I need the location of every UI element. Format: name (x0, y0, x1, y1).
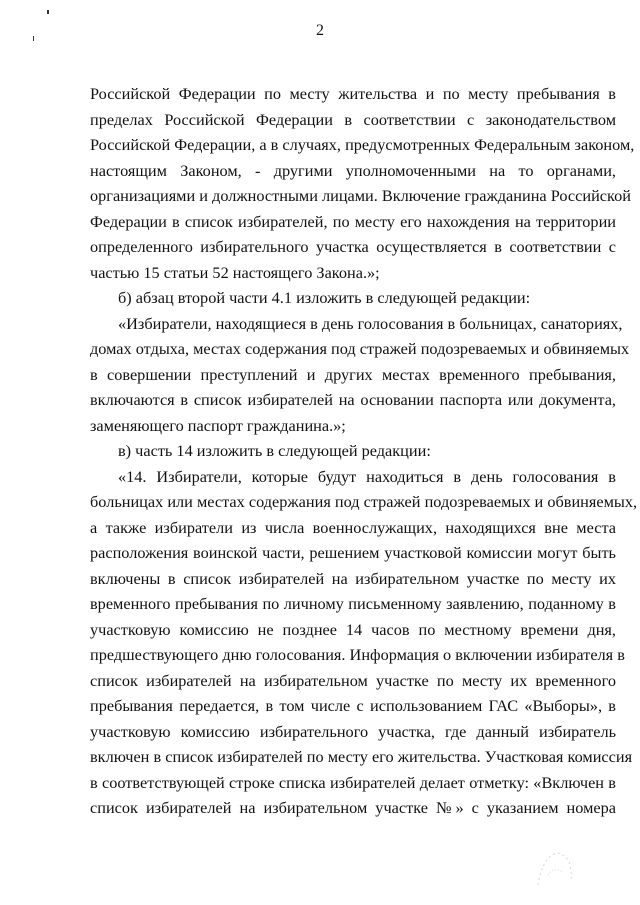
text-line: участковую комиссию избирательного участка, где данный избиратель (90, 721, 616, 741)
text-line: заменяющего паспорт гражданина.»; (90, 415, 346, 435)
text-line: предшествующего дню голосования. Информация о включении избирателя в (90, 645, 625, 664)
scan-speck (47, 10, 49, 14)
text-line: Российской Федерации по месту жительства и по месту пребывания в (90, 84, 616, 103)
text-line: организациями и должностными лицами. Включение гражданина Российской (90, 186, 631, 205)
page-number: 2 (316, 22, 324, 39)
text-line: Федерации в список избирателей, по месту его нахождения на территории (90, 211, 616, 231)
text-line: участковую комиссию не позднее 14 часов по местному времени дня, (90, 619, 616, 639)
text-line: частью 15 статьи 52 настоящего Закона.»; (90, 262, 380, 282)
text-line: расположения воинской части, решением участковой комиссии могут быть (90, 543, 616, 562)
text-line: Российской Федерации, а в случаях, предусмотренных Федеральным законом, (90, 135, 635, 154)
text-line: б) абзац второй части 4.1 изложить в следующей редакции: (118, 288, 531, 307)
document-body (90, 84, 638, 824)
text-line: больницах или местах содержания под стражей подозреваемых и обвиняемых, (90, 492, 638, 511)
text-line: в соответствующей строке списка избирателей делает отметку: «Включен в (90, 772, 616, 792)
text-line: определенного избирательного участка осуществляется в соответствии с (90, 237, 616, 256)
text-line: настоящим Законом, - другими уполномоченными на то органами, (90, 160, 616, 180)
text-line: «14. Избиратели, которые будут находиться в день голосования в (118, 466, 616, 486)
text-line: включены в список избирателей на избирательном участке по месту их (90, 568, 616, 588)
text-line: домах отдыха, местах содержания под стражей подозреваемых и обвиняемых (90, 339, 630, 358)
faint-stamp-mark (533, 845, 578, 890)
text-line: в совершении преступлений и других местах временного пребывания, (90, 364, 616, 384)
text-line: пребывания передается, в том числе с использованием ГАС «Выборы», в (90, 696, 616, 715)
text-line: список избирателей на избирательном участке по месту их временного (90, 670, 616, 690)
text-line: пределах Российской Федерации в соответствии с законодательством (90, 109, 616, 129)
text-line: а также избиратели из числа военнослужащих, находящихся вне места (90, 517, 616, 537)
text-line: включен в список избирателей по месту его жительства. Участковая комиссия (90, 747, 633, 766)
text-line: список избирателей на избирательном участке №» с указанием номера (90, 798, 616, 817)
text-line: в) часть 14 изложить в следующей редакции: (118, 441, 431, 460)
text-line: временного пребывания по личному письменному заявлению, поданному в (90, 594, 616, 613)
text-line: включаются в список избирателей на основании паспорта или документа, (90, 390, 616, 409)
text-line: «Избиратели, находящиеся в день голосования в больницах, санаториях, (118, 313, 623, 333)
